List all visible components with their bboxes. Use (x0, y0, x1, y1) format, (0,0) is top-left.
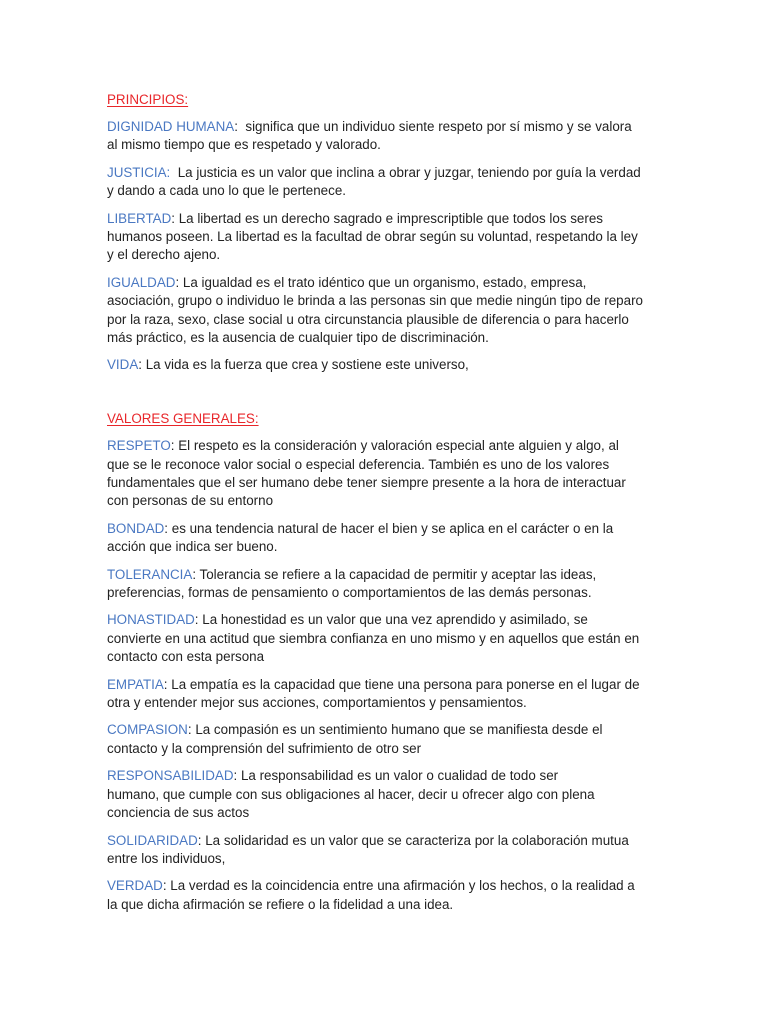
definition-entry (107, 566, 662, 602)
term-separator: : (138, 357, 146, 373)
definition-text: contacto y la comprensión del sufrimiento de otro ser (107, 740, 422, 756)
definition-line (107, 520, 662, 538)
definition-line (107, 877, 662, 895)
term-separator: : (233, 768, 241, 784)
definition-text: convierte en una actitud que siembra confianza en uno mismo y en aquellos que están en (107, 630, 640, 646)
principios-section (107, 91, 662, 375)
definition-line (107, 896, 662, 914)
definition-text: humanos poseen. La libertad es la facultad de obrar según su voluntad, respetando la ley (107, 229, 638, 245)
definition-text: La igualdad es el trato idéntico que un organismo, estado, empresa, (182, 275, 587, 291)
definition-text: y dando a cada uno lo que le pertenece. (107, 183, 346, 199)
definition-line (107, 274, 662, 292)
definition-text: otra y entender mejor sus acciones, comportamientos y pensamientos. (107, 694, 527, 710)
definition-text: acción que indica ser bueno. (107, 538, 278, 554)
definition-text: al mismo tiempo que es respetado y valorado. (107, 137, 381, 153)
definition-line (107, 210, 662, 228)
definition-text: conciencia de sus actos (107, 804, 250, 820)
definition-text: por la raza, sexo, clase social u otra circunstancia plausible de diferencia o para hacerlo (107, 311, 629, 327)
definition-text: La justicia es un valor que inclina a obrar y juzgar, teniendo por guía la verdad (177, 165, 641, 181)
definition-line (107, 246, 662, 264)
definition-term: VIDA (107, 357, 139, 373)
definition-term: IGUALDAD (107, 275, 176, 291)
term-separator: : (192, 566, 200, 582)
definition-line (107, 694, 662, 712)
definition-line (107, 584, 662, 602)
document-page (107, 91, 662, 923)
definition-entry (107, 210, 662, 265)
principios-list (107, 118, 662, 374)
definition-text: La solidaridad es un valor que se caracteriza por la colaboración mutua (205, 832, 629, 848)
definition-term: BONDAD (107, 520, 165, 536)
definition-line (107, 136, 662, 154)
definition-term: TOLERANCIA (107, 566, 193, 582)
term-separator: : (164, 520, 172, 536)
definition-text: La verdad es la coincidencia entre una afirmación y los hechos, o la realidad a (170, 878, 635, 894)
definition-term: JUSTICIA: (107, 165, 171, 181)
definition-line (107, 804, 662, 822)
definition-term: HONASTIDAD (107, 612, 195, 628)
definition-text: la que dicha afirmación se refiere o la fidelidad a una idea. (107, 896, 454, 912)
definition-line (107, 832, 662, 850)
definition-entry (107, 356, 662, 374)
definition-entry (107, 437, 662, 510)
definition-text: Tolerancia se refiere a la capacidad de permitir y aceptar las ideas, (199, 566, 597, 582)
definition-term: EMPATIA (107, 676, 164, 692)
definition-entry (107, 767, 662, 822)
definition-text: fundamentales que el ser humano debe tener siempre presente a la hora de interactuar (107, 474, 626, 490)
definition-entry (107, 274, 662, 347)
definition-line (107, 611, 662, 629)
definition-text: La vida es la fuerza que crea y sostiene este universo, (145, 357, 469, 373)
definition-text: con personas de su entorno (107, 492, 274, 508)
definition-text: El respeto es la consideración y valoración especial ante alguien y algo, al (178, 438, 619, 454)
definition-text: preferencias, formas de pensamiento o comportamientos de las demás personas. (107, 584, 592, 600)
definition-line (107, 538, 662, 556)
definition-line (107, 721, 662, 739)
definition-line (107, 437, 662, 455)
term-separator (170, 165, 177, 180)
valores-heading: VALORES GENERALES: (107, 411, 259, 427)
definition-line (107, 767, 662, 785)
term-separator: : (171, 211, 179, 227)
definition-line (107, 356, 662, 374)
definition-term: VERDAD (107, 878, 163, 894)
definition-line (107, 648, 662, 666)
definition-text: La libertad es un derecho sagrado e imprescriptible que todos los seres (178, 211, 603, 227)
definition-text: que se le reconoce valor social o especial deferencia. También es uno de los valores (107, 456, 610, 472)
definition-term: DIGNIDAD HUMANA (107, 119, 235, 135)
definition-line (107, 740, 662, 758)
principios-heading: PRINCIPIOS: (107, 92, 189, 107)
definition-text: entre los individuos, (107, 850, 226, 866)
definition-entry (107, 164, 662, 200)
definition-line (107, 329, 662, 347)
term-separator: : (170, 438, 179, 454)
definition-entry (107, 832, 662, 868)
definition-entry (107, 721, 662, 757)
definition-entry (107, 520, 662, 556)
definition-term: RESPETO (107, 438, 171, 454)
definition-entry (107, 611, 662, 666)
term-separator: : (194, 612, 203, 628)
definition-entry (107, 118, 662, 154)
term-separator: : (162, 878, 171, 894)
definition-line (107, 182, 662, 200)
definition-text: humano, que cumple con sus obligaciones al hacer, decir u ofrecer algo con plena (107, 786, 595, 802)
term-separator: : (175, 275, 183, 291)
definition-line (107, 292, 662, 310)
term-separator: : (197, 832, 206, 848)
valores-section (107, 410, 662, 914)
definition-entry (107, 877, 662, 913)
definition-line (107, 850, 662, 868)
definition-line (107, 228, 662, 246)
term-separator: : (187, 722, 196, 738)
term-separator: : (163, 676, 172, 692)
definition-text: asociación, grupo o individuo le brinda a las personas sin que medie ningún tipo de reparo (107, 293, 643, 309)
definition-term: SOLIDARIDAD (107, 832, 198, 848)
term-separator: : (234, 119, 246, 135)
section-gap (107, 384, 662, 410)
definition-text: significa que un individuo siente respeto por sí mismo y se valora (245, 119, 632, 135)
definition-line (107, 456, 662, 474)
definition-text: es una tendencia natural de hacer el bien y se aplica en el carácter o en la (171, 520, 614, 536)
definition-term: LIBERTAD (107, 211, 172, 227)
definition-term: COMPASION (107, 722, 188, 738)
definition-entry (107, 676, 662, 712)
definition-line (107, 492, 662, 510)
definition-line (107, 164, 662, 182)
definition-line (107, 786, 662, 804)
definition-line (107, 311, 662, 329)
definition-text: La responsabilidad es un valor o cualidad de todo ser (240, 768, 559, 784)
definition-line (107, 566, 662, 584)
definition-text: y el derecho ajeno. (107, 247, 221, 263)
definition-line (107, 118, 662, 136)
definition-text: La compasión es un sentimiento humano que se manifiesta desde el (195, 722, 603, 738)
definition-text: La empatía es la capacidad que tiene una persona para ponerse en el lugar de (171, 676, 640, 692)
definition-line (107, 676, 662, 694)
definition-term: RESPONSABILIDAD (107, 768, 234, 784)
definition-line (107, 630, 662, 648)
definition-text: contacto con esta persona (107, 648, 265, 664)
definition-line (107, 474, 662, 492)
definition-text: más práctico, es la ausencia de cualquier tipo de discriminación. (107, 329, 489, 345)
definition-text: La honestidad es un valor que una vez aprendido y asimilado, se (202, 612, 588, 628)
valores-list (107, 437, 662, 913)
